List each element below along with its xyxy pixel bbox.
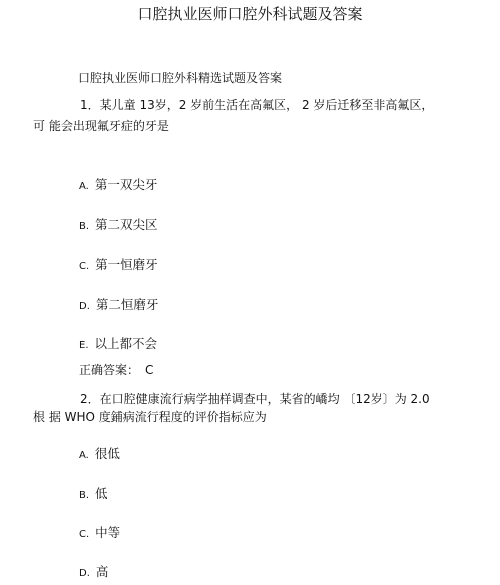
option-letter: B. <box>79 221 90 232</box>
section-subtitle: 口腔执业医师口腔外科精选试题及答案 <box>78 71 283 85</box>
question-2-option-c <box>79 524 120 540</box>
option-letter: B. <box>79 490 90 501</box>
question-1-option-e <box>79 335 157 351</box>
option-letter: A. <box>79 450 89 461</box>
question-1-option-d <box>79 296 158 312</box>
answer-value: C <box>145 363 154 377</box>
option-letter: A. <box>79 181 89 192</box>
option-letter: C. <box>79 529 90 540</box>
answer-label: 正确答案： <box>79 363 140 377</box>
question-2-line-2: 根 据 WHO 度鋪病流行程度的评价指标应为 <box>33 410 267 424</box>
question-1-line-2: 可 能会出现氟牙症的牙是 <box>33 119 169 133</box>
question-1-option-b <box>79 216 158 232</box>
option-text: 高 <box>95 564 109 579</box>
question-1-answer <box>79 364 153 376</box>
option-text: 很低 <box>94 446 120 461</box>
question-2-line-1: 2．在口腔健康流行病学抽样调查中，某省的嶠均 〔12岁〕为 2.0 <box>80 392 430 406</box>
document-title: 口腔执业医师口腔外科试题及答案 <box>137 5 363 23</box>
question-1-line-1: 1．某儿童 13岁，2 岁前生活在高氟区， 2 岁后迁移至非高氟区， <box>80 98 434 112</box>
option-letter: D. <box>79 301 90 312</box>
option-text: 中等 <box>95 525 121 540</box>
option-text: 低 <box>95 486 108 501</box>
question-2-option-a <box>79 445 120 461</box>
option-text: 第一双尖牙 <box>94 177 158 192</box>
option-text: 第一恒磨牙 <box>95 257 158 272</box>
question-1-option-c <box>79 256 158 272</box>
option-text: 第二双尖区 <box>95 217 158 232</box>
question-1-option-a <box>79 176 157 192</box>
option-letter: E. <box>79 340 89 351</box>
option-text: 第二恒磨牙 <box>95 297 159 312</box>
question-2-option-d <box>79 563 108 579</box>
option-text: 以上都不会 <box>94 336 158 351</box>
option-letter: C. <box>79 261 90 272</box>
option-letter: D. <box>79 568 90 579</box>
question-2-option-b <box>79 485 108 501</box>
